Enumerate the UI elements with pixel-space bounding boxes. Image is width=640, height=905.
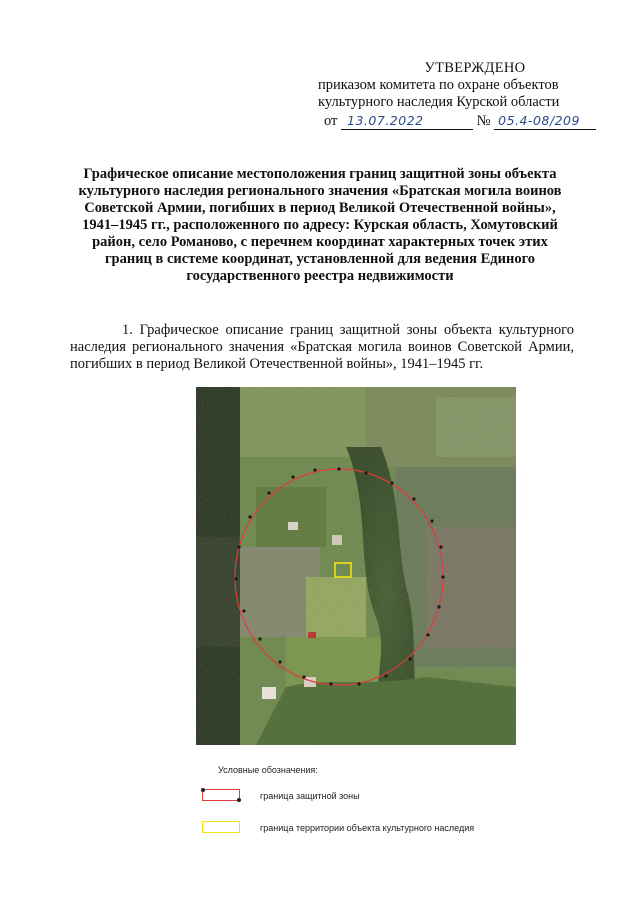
date-prefix: от [324, 113, 338, 129]
approval-title: УТВЕРЖДЕНО [424, 60, 526, 76]
approval-line-2: культурного наследия Курской области [318, 94, 560, 110]
number-prefix: № [476, 113, 491, 129]
paragraph-1: 1. Графическое описание границ защитной зоны объекта культурного наследия регионального значения «Братская могила воинов Советской Армии, погибших в период Великой Отечественной войны», 1941–1945 гг. [70, 322, 574, 372]
satellite-map [196, 387, 516, 745]
approval-block [300, 60, 620, 130]
approval-date: 13.07.2022 [341, 112, 473, 130]
document-title: Графическое описание местоположения границ защитной зоны объекта культурного наследия регионального значения «Братская могила воинов Советской Армии, погибших в период Великой Отечественной войны», 1941–1945 гг., расположенного по адресу: Курская область, Хомутовский район, село Романово, с перечнем координат характерных точек этих границ в системе координат, установленной для ведения Единого государственного реестра недвижимости [78, 166, 562, 284]
approval-date-row [300, 112, 620, 130]
map-svg [196, 387, 516, 745]
legend-label-protection-zone: граница защитной зоны [260, 791, 360, 801]
legend-title: Условные обозначения: [218, 765, 318, 775]
legend-label-object-territory: граница территории объекта культурного наследия [260, 823, 475, 833]
approval-number: 05.4-08/209 [494, 112, 596, 130]
object-territory-swatch [202, 821, 240, 833]
protection-zone-swatch [202, 789, 240, 801]
approval-line-1: приказом комитета по охране объектов [318, 77, 559, 93]
